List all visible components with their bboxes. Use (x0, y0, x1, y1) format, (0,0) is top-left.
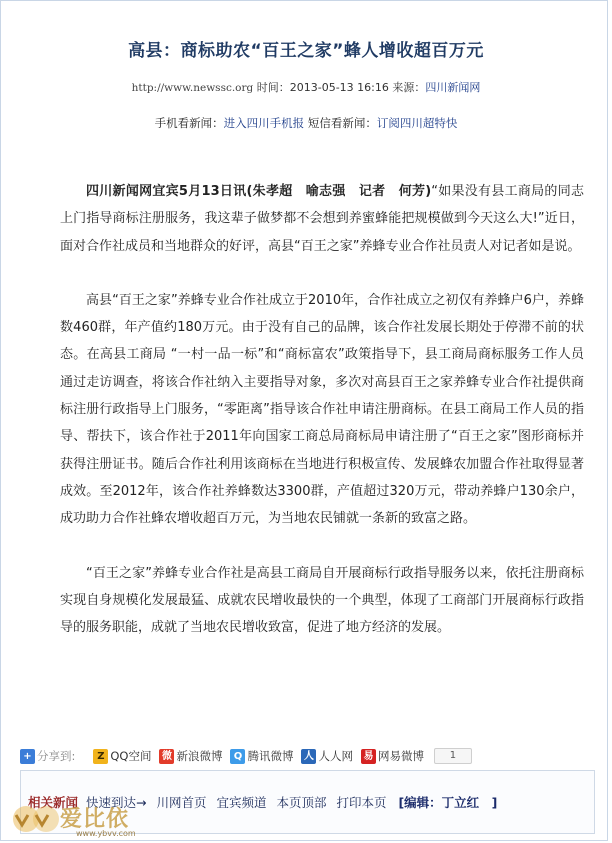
article-meta (0, 79, 612, 95)
share-count-badge: 1 (434, 748, 472, 764)
share-renren[interactable] (301, 748, 353, 764)
share-netease-label: 网易微博 (377, 749, 424, 763)
netease-weibo-icon: 易 (361, 749, 376, 764)
mobile-link[interactable]: 进入四川手机报 (223, 116, 305, 130)
share-sina-weibo[interactable] (159, 748, 222, 764)
renren-icon: 人 (301, 749, 316, 764)
meta-time-label: 时间： (256, 81, 290, 94)
share-bar (20, 745, 600, 767)
meta-time: 2013-05-13 16:16 (289, 81, 389, 94)
share-tencent-label: 腾讯微博 (247, 749, 294, 763)
sina-weibo-icon: 微 (159, 749, 174, 764)
sms-link[interactable]: 订阅四川超特快 (376, 116, 458, 130)
share-sina-label: 新浪微博 (176, 749, 223, 763)
meta-url[interactable]: http://www.newssc.org (131, 82, 254, 94)
paragraph-3: “百王之家”养蜂专业合作社是高县工商局自开展商标行政指导服务以来，依托注册商标实现自身规模化发展最猛、成就农民增收最快的一个典型，体现了工商部门开展商标行政指导的服务职能，成就了当地农民增收致富，促进了地方经济的发展。 (60, 565, 584, 636)
paragraph-1 (60, 178, 584, 260)
qzone-icon: Z (93, 749, 108, 764)
watermark-url: www.ybvv.com (76, 829, 136, 838)
sms-label: 短信看新闻： (307, 116, 377, 130)
quick-nav-label: 快速到达→ (86, 795, 147, 810)
mobile-news-bar (0, 115, 612, 131)
related-news-link[interactable]: 相关新闻 (28, 795, 79, 810)
watermark-text: 爱比依 (60, 806, 130, 832)
mobile-label: 手机看新闻： (154, 116, 224, 130)
share-label: 分享到: (37, 749, 76, 763)
link-yibin-channel[interactable]: 宜宾频道 (216, 795, 267, 810)
link-page-top[interactable]: 本页顶部 (276, 795, 327, 810)
share-qzone[interactable] (93, 748, 151, 764)
lead-byline: 四川新闻网宜宾5月13日讯(朱孝超 喻志强 记者 何芳) (86, 184, 432, 199)
link-home[interactable]: 川网首页 (156, 795, 207, 810)
tencent-weibo-icon: Q (230, 749, 245, 764)
link-print-page[interactable]: 打印本页 (336, 795, 387, 810)
share-renren-label: 人人网 (318, 749, 353, 763)
share-qzone-label: QQ空间 (110, 749, 152, 763)
plus-icon: + (20, 749, 35, 764)
share-tencent-weibo[interactable] (230, 748, 293, 764)
article-title: 高县：商标助农“百王之家”蜂人增收超百万元 (128, 41, 484, 61)
paragraph-2: 高县“百王之家”养蜂专业合作社成立于2010年，合作社成立之初仅有养蜂户6户，养蜂数460群，年产值约180万元。由于没有自己的品牌，该合作社发展长期处于停滞不前的状态。在高县工商局 “一村一品一标”和“商标富农”政策指导下，县工商局商标服务工作人员通过走访调查，将该合作社纳入主要指导对象，多次对高县百王之家养蜂专业合作社提供商标注册行政指导上门服务，“零距离”指导该合作社申请注册商标。在县工商局工作人员的指导、帮扶下，该合作社于2011年向国家工商总局商标局申请注册了“百王之家”图形商标并获得注册证书。随后合作社利用该商标在当地进行积极宣传、发展蜂农加盟合作社取得显著成效。至2012年，该合作社养蜂数达3300群，产值超过320万元，带动养蜂户130余户，成功助力合作社蜂农增收超百万元，为当地农民铺就一条新的致富之路。 (60, 292, 584, 527)
article-body (60, 178, 584, 641)
editor-credit: [编辑：丁立红 ] (398, 795, 498, 810)
meta-source-link[interactable]: 四川新闻网 (425, 81, 481, 94)
share-more-button[interactable] (20, 748, 85, 764)
meta-source-label: 来源： (392, 81, 426, 94)
share-netease-weibo[interactable] (361, 748, 424, 764)
paragraph-1-text: “如果没有县工商局的同志上门指导商标注册服务，我这辈子做梦都不会想到养蜜蜂能把规模做到今天这么大!”近日，面对合作社成员和当地群众的好评，高县“百王之家”养蜂专业合作社员责人对记者如是说。 (60, 184, 584, 254)
